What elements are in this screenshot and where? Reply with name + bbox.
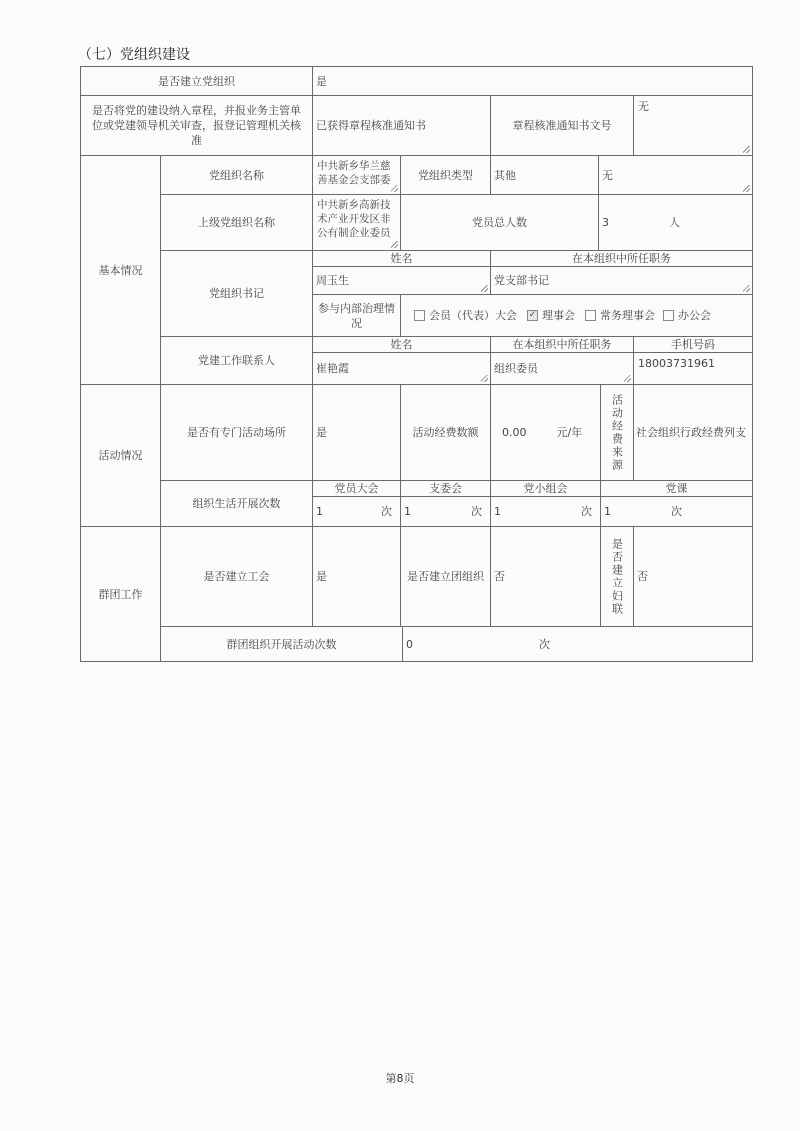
option-board: 理事会 bbox=[542, 309, 575, 322]
life-header-branch-committee: 支委会 bbox=[401, 481, 491, 497]
option-office-meeting: 办公会 bbox=[678, 309, 711, 322]
resize-grip-icon[interactable] bbox=[743, 185, 750, 192]
women-federation-label: 是否建立妇联 bbox=[601, 527, 634, 627]
governance-options bbox=[401, 295, 753, 337]
parent-org-text: 中共新乡高新技术产业开发区非公有制企业委员 bbox=[317, 199, 391, 239]
life-value-branch-committee[interactable] bbox=[401, 497, 491, 527]
contact-position-header: 在本组织中所任职务 bbox=[491, 337, 634, 353]
checkbox-board[interactable]: ✓ bbox=[528, 310, 537, 320]
phone-header: 手机号码 bbox=[634, 337, 753, 353]
funds-source-label: 活动经费来源 bbox=[601, 385, 634, 481]
funds-source-value[interactable]: 社会组织行政经费列支 bbox=[634, 385, 753, 481]
party-building-table bbox=[80, 66, 753, 662]
resize-grip-icon[interactable] bbox=[481, 375, 488, 382]
life-header-party-congress: 党员大会 bbox=[313, 481, 401, 497]
parent-org-value[interactable] bbox=[313, 195, 401, 251]
life-count: 1 bbox=[404, 505, 411, 518]
member-count-number: 3 bbox=[602, 216, 609, 229]
resize-grip-icon[interactable] bbox=[743, 285, 750, 292]
life-value-party-congress[interactable] bbox=[313, 497, 401, 527]
page-number: 第8页 bbox=[385, 1072, 415, 1085]
contact-name-value[interactable] bbox=[313, 353, 491, 385]
org-life-label: 组织生活开展次数 bbox=[161, 481, 313, 527]
funds-value[interactable] bbox=[491, 385, 601, 481]
org-name-label: 党组织名称 bbox=[161, 156, 313, 195]
contact-position-value[interactable] bbox=[491, 353, 634, 385]
basic-info-section: 基本情况 bbox=[81, 156, 161, 385]
venue-value[interactable]: 是 bbox=[313, 385, 401, 481]
secretary-name-header: 姓名 bbox=[313, 251, 491, 267]
member-count-unit: 人 bbox=[669, 216, 680, 229]
contact-position-text: 组织委员 bbox=[494, 362, 538, 375]
secretary-name-value[interactable] bbox=[313, 267, 491, 295]
charter-inclusion-value[interactable]: 已获得章程核准通知书 bbox=[313, 96, 491, 156]
org-type-extra[interactable] bbox=[599, 156, 753, 195]
funds-label: 活动经费数额 bbox=[401, 385, 491, 481]
funds-number: 0.00 bbox=[502, 426, 527, 439]
youth-league-label: 是否建立团组织 bbox=[401, 527, 491, 627]
secretary-position-text: 党支部书记 bbox=[494, 274, 549, 287]
life-value-party-group[interactable] bbox=[491, 497, 601, 527]
governance-label: 参与内部治理情况 bbox=[313, 295, 401, 337]
life-header-party-lecture: 党课 bbox=[601, 481, 753, 497]
life-header-party-group: 党小组会 bbox=[491, 481, 601, 497]
charter-doc-no-value[interactable] bbox=[634, 96, 753, 156]
activity-section: 活动情况 bbox=[81, 385, 161, 527]
mass-org-section: 群团工作 bbox=[81, 527, 161, 662]
charter-inclusion-label: 是否将党的建设纳入章程，并报业务主管单位或党建领导机关审查，报登记管理机关核准 bbox=[81, 96, 313, 156]
mass-activity-count-value[interactable] bbox=[403, 627, 753, 662]
venue-label: 是否有专门活动场所 bbox=[161, 385, 313, 481]
option-general-assembly: 会员（代表）大会 bbox=[429, 309, 517, 322]
resize-grip-icon[interactable] bbox=[391, 185, 398, 192]
option-standing-board: 常务理事会 bbox=[600, 309, 655, 322]
section-title: （七）党组织建设 bbox=[78, 47, 190, 63]
life-unit: 次 bbox=[471, 505, 482, 518]
org-type-extra-text: 无 bbox=[602, 168, 613, 182]
contact-person-label: 党建工作联系人 bbox=[161, 337, 313, 385]
has-party-org-value[interactable]: 是 bbox=[313, 67, 753, 96]
life-value-party-lecture[interactable] bbox=[601, 497, 753, 527]
secretary-name-text: 周玉生 bbox=[316, 274, 349, 287]
union-value[interactable]: 是 bbox=[313, 527, 401, 627]
contact-phone-value[interactable]: 18003731961 bbox=[634, 353, 753, 385]
org-type-label: 党组织类型 bbox=[401, 156, 491, 195]
contact-name-header: 姓名 bbox=[313, 337, 491, 353]
checkbox-office-meeting[interactable] bbox=[663, 310, 674, 321]
resize-grip-icon[interactable] bbox=[481, 285, 488, 292]
mass-count-number: 0 bbox=[406, 637, 413, 651]
resize-grip-icon[interactable] bbox=[624, 375, 631, 382]
life-unit: 次 bbox=[581, 505, 592, 518]
checkbox-standing-board[interactable] bbox=[585, 310, 596, 321]
life-count: 1 bbox=[604, 505, 611, 518]
org-type-value[interactable]: 其他 bbox=[491, 156, 599, 195]
parent-org-label: 上级党组织名称 bbox=[161, 195, 313, 251]
mass-activity-count-label: 群团组织开展活动次数 bbox=[161, 627, 403, 662]
union-label: 是否建立工会 bbox=[161, 527, 313, 627]
secretary-label: 党组织书记 bbox=[161, 251, 313, 337]
resize-grip-icon[interactable] bbox=[743, 146, 750, 153]
secretary-position-value[interactable] bbox=[491, 267, 753, 295]
mass-count-unit: 次 bbox=[539, 637, 550, 651]
funds-unit: 元/年 bbox=[556, 426, 583, 439]
contact-name-text: 崔艳霞 bbox=[316, 362, 349, 375]
org-name-value[interactable] bbox=[313, 156, 401, 195]
resize-grip-icon[interactable] bbox=[391, 241, 398, 248]
has-party-org-label: 是否建立党组织 bbox=[81, 67, 313, 96]
charter-doc-no-text: 无 bbox=[638, 100, 649, 113]
life-unit: 次 bbox=[671, 505, 682, 518]
member-count-value[interactable] bbox=[599, 195, 753, 251]
life-unit: 次 bbox=[381, 505, 392, 518]
org-name-text: 中共新乡华兰慈善基金会支部委 bbox=[317, 160, 391, 186]
life-count: 1 bbox=[316, 505, 323, 518]
checkbox-general-assembly[interactable] bbox=[414, 310, 425, 321]
secretary-position-header: 在本组织中所任职务 bbox=[491, 251, 753, 267]
youth-league-value[interactable]: 否 bbox=[491, 527, 601, 627]
women-federation-value[interactable]: 否 bbox=[634, 527, 753, 627]
member-count-label: 党员总人数 bbox=[401, 195, 599, 251]
life-count: 1 bbox=[494, 505, 501, 518]
charter-doc-no-label: 章程核准通知书文号 bbox=[491, 96, 634, 156]
